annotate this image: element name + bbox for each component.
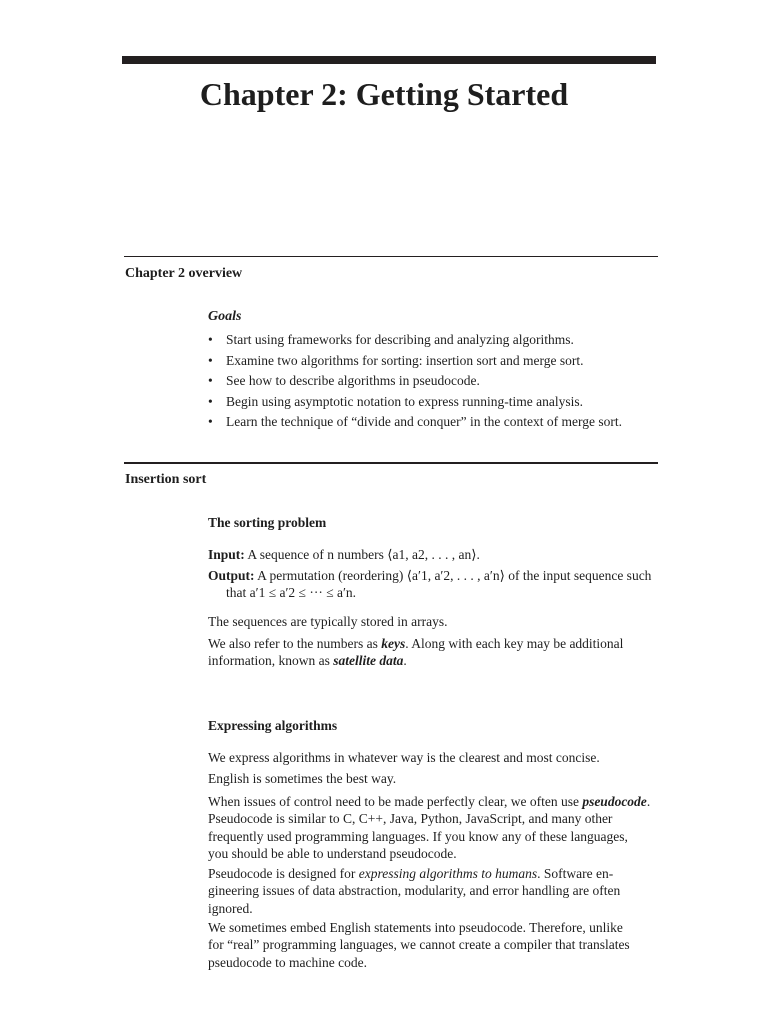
stored-paragraph: The sequences are typically stored in arrays. — [208, 614, 448, 629]
list-item: • Begin using asymptotic notation to express running-time analysis. — [208, 392, 622, 413]
expressing-algorithms-heading: Expressing algorithms — [208, 718, 338, 733]
express-paragraph-3: When issues of control need to be made perfectly clear, we often use pseudocode. Pseudocode is similar to C, C++, Java, Python, JavaScript, and many other frequently used programming languages. If you know any of these languages, you should be able to understand pseudocode. — [208, 794, 651, 861]
input-label: Input: — [208, 547, 245, 562]
overview-heading: Chapter 2 overview — [125, 266, 243, 281]
keys-paragraph: We also refer to the numbers as keys. Along with each key may be additional information, known as satellite data. — [208, 636, 624, 669]
input-definition — [208, 546, 660, 563]
goals-list — [208, 330, 622, 433]
chapter-title: Chapter 2: Getting Started — [199, 76, 569, 112]
list-item: • Examine two algorithms for sorting: insertion sort and merge sort. — [208, 351, 622, 372]
bullet-icon: • — [208, 332, 213, 347]
output-definition — [208, 567, 660, 602]
bullet-icon: • — [208, 414, 213, 430]
list-item: • Learn the technique of “divide and conquer” in the context of merge sort. — [208, 412, 622, 433]
bullet-icon: • — [208, 393, 213, 409]
insertion-sort-heading: Insertion sort — [125, 472, 207, 487]
bullet-icon: • — [208, 373, 213, 389]
express-paragraph-1: We express algorithms in whatever way is the clearest and most concise. — [208, 750, 600, 765]
expressing-to-humans-term: expressing algorithms to humans — [358, 866, 538, 881]
output-text: A permutation (reordering) ⟨a′1, a′2, . . . , a′n⟩ of the input sequence such — [257, 568, 652, 583]
bullet-icon: • — [208, 352, 213, 368]
sorting-problem-heading: The sorting problem — [208, 515, 327, 530]
section-rule-overview — [124, 256, 658, 257]
list-item: • See how to describe algorithms in pseudocode. — [208, 371, 622, 392]
pseudocode-term: pseudocode — [582, 794, 647, 809]
goals-label: Goals — [208, 309, 242, 324]
input-text: A sequence of n numbers ⟨a1, a2, . . . , an⟩. — [247, 547, 480, 562]
satellite-data-term: satellite data — [333, 653, 404, 669]
output-text-cont: that a′1 ≤ a′2 ≤ ··· ≤ a′n. — [226, 585, 357, 601]
express-paragraph-5: We sometimes embed English statements into pseudocode. Therefore, unlike for “real” programming languages, we cannot create a compiler that translates pseudocode to machine code. — [208, 920, 630, 970]
output-label: Output: — [208, 568, 255, 583]
top-rule — [122, 56, 656, 64]
express-paragraph-2: English is sometimes the best way. — [208, 771, 397, 786]
list-item: • Start using frameworks for describing and analyzing algorithms. — [208, 330, 622, 351]
keys-term: keys — [381, 636, 406, 651]
express-paragraph-4: Pseudocode is designed for expressing algorithms to humans. Software en- gineering issues of data abstraction, modularity, and error handling are often ignored. — [208, 866, 621, 916]
section-rule-insertion-sort — [124, 462, 658, 464]
